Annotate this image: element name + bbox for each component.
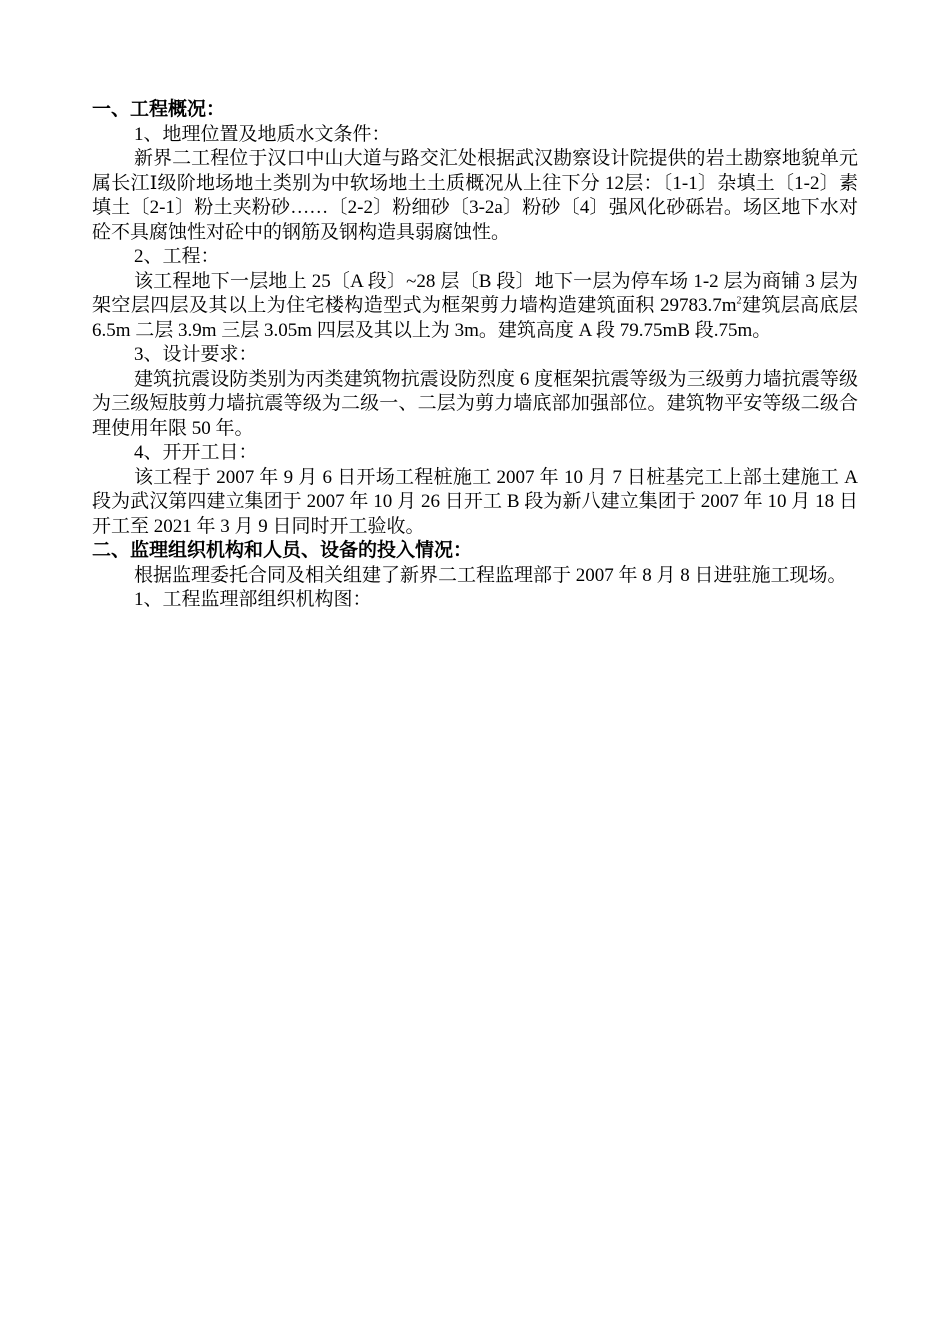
item-2-body-text-b: 建筑层高底层 6.5m 二层 3.9m 三层 3.05m 四层及其以上为 3m。建筑高度 A 段 79.75mB 段.75m。 bbox=[92, 295, 858, 341]
item-3-title: 3、设计要求： bbox=[134, 344, 258, 365]
item-2-title: 2、工程： bbox=[134, 246, 220, 267]
section-2-heading: 二、监理组织机构和人员、设备的投入情况： bbox=[92, 540, 473, 561]
item-4-title: 4、开开工日： bbox=[134, 442, 258, 463]
item-2-body-text-a: 该工程地下一层地上 25〔A 段〕~28 层〔B 段〕地下一层为停车场 1-2 层为商铺 3 层为架空层四层及其以上为住宅楼构造型式为框架剪力墙构造建筑面积 29783.7m bbox=[92, 270, 858, 316]
area-unit-superscript: 2 bbox=[736, 295, 742, 307]
item-4-body: 该工程于 2007 年 9 月 6 日开场工程桩施工 2007 年 10 月 7 日桩基完工上部土建施工 A 段为武汉第四建立集团于 2007 年 10 月 26 日开工 B 段为新八建立集团于 2007 年 10 月 18 日开工至 2021 年 3 月 9 日同时开工验收。 bbox=[92, 466, 858, 537]
document-page bbox=[92, 98, 858, 613]
item-3-body: 建筑抗震设防类别为丙类建筑物抗震设防烈度 6 度框架抗震等级为三级剪力墙抗震等级为三级短肢剪力墙抗震等级为二级一、二层为剪力墙底部加强部位。建筑物平安等级二级合理使用年限 50 年。 bbox=[92, 368, 858, 439]
item-2-body bbox=[92, 270, 858, 344]
section-2-item-1-title: 1、工程监理部组织机构图： bbox=[134, 589, 372, 610]
item-1-title: 1、地理位置及地质水文条件： bbox=[134, 123, 391, 145]
section-2-intro: 根据监理委托合同及相关组建了新界二工程监理部于 2007 年 8 月 8 日进驻施工现场。 bbox=[134, 564, 847, 586]
section-1-heading: 一、工程概况： bbox=[92, 99, 226, 120]
item-1-body: 新界二工程位于汉口中山大道与路交汇处根据武汉勘察设计院提供的岩土勘察地貌单元属长江Ⅰ级阶地场地土类别为中软场地土土质概况从上往下分 12层：〔1-1〕杂填土〔1-2〕素填土〔2-1〕粉土夹粉砂……〔2-2〕粉细砂〔3-2a〕粉砂〔4〕强风化砂砾岩。场区地下水对砼不具腐蚀性对砼中的钢筋及钢构造具弱腐蚀性。 bbox=[92, 148, 858, 243]
